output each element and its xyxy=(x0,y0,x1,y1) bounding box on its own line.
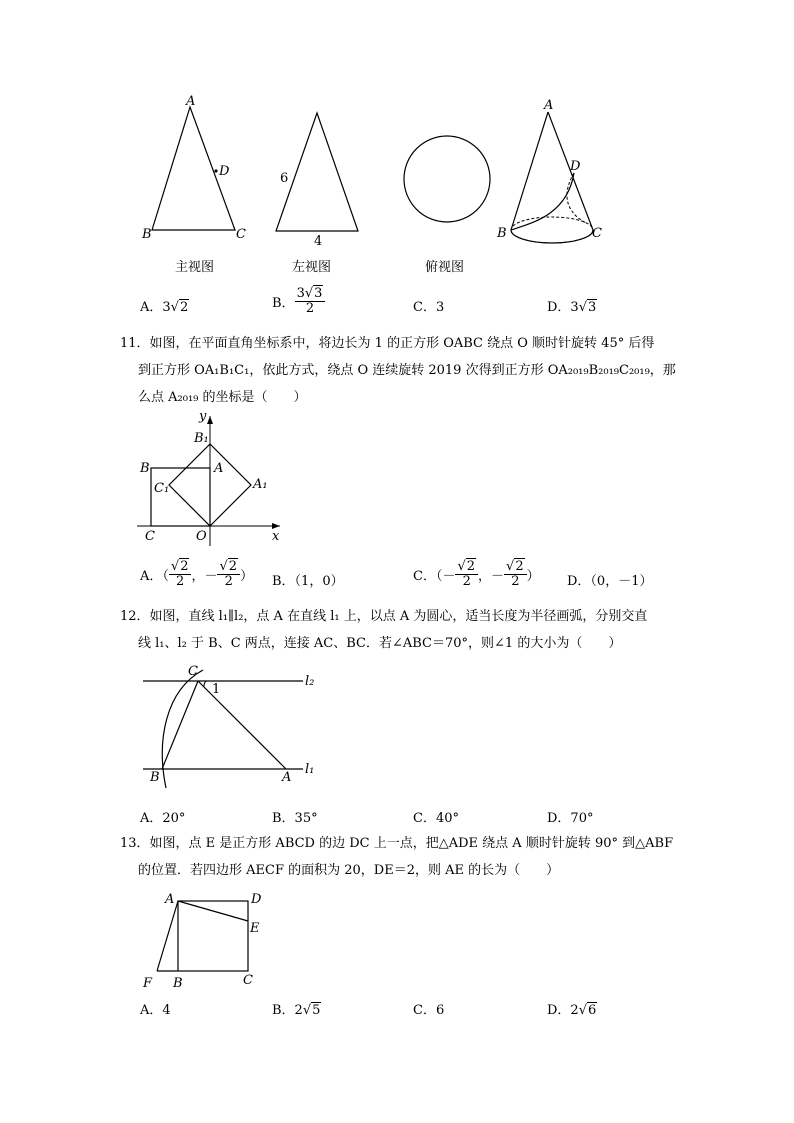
q13-option-b[interactable]: B．2√5 xyxy=(272,1003,321,1018)
label-c: C xyxy=(592,226,602,241)
cone-path-dashed xyxy=(567,173,586,223)
q10-option-d[interactable]: D．3√3 xyxy=(547,300,597,315)
q11-option-d[interactable]: D．（0，－1） xyxy=(567,574,653,589)
segment-af xyxy=(157,901,178,971)
q11-coordinate-figure xyxy=(132,408,292,548)
arc xyxy=(162,670,203,788)
label-b: B xyxy=(142,227,152,242)
q11-stem-line1: 11．如图，在平面直角坐标系中，将边长为 1 的正方形 OABC 绕点 O 顺时针旋转 45° 后得 xyxy=(120,336,655,351)
label-a: A xyxy=(214,461,224,476)
q13-figure xyxy=(138,888,278,993)
q13-stem-line2: 的位置．若四边形 AECF 的面积为 20，DE＝2，则 AE 的长为（ ） xyxy=(138,863,560,878)
front-view-figure xyxy=(130,95,260,245)
q12-option-a[interactable]: A．20° xyxy=(140,811,186,826)
q11-stem-line3: 么点 A₂₀₁₉ 的坐标是（ ） xyxy=(138,390,307,405)
label-a: A xyxy=(186,94,196,109)
label-b: B xyxy=(173,976,183,991)
q13-option-a[interactable]: A．4 xyxy=(140,1003,171,1018)
label-c: C xyxy=(188,664,198,679)
q12-option-b[interactable]: B．35° xyxy=(272,811,318,826)
label-a1: A₁ xyxy=(253,477,268,492)
label-l2: l₂ xyxy=(305,674,315,689)
label-angle-1: 1 xyxy=(212,682,221,697)
segment-bc xyxy=(162,681,198,769)
caption-side-view: 左视图 xyxy=(292,260,332,275)
q10-option-b[interactable]: B． $\frac{3√3}{2}$ xyxy=(272,287,325,316)
top-view-circle xyxy=(404,136,490,222)
label-l1: l₁ xyxy=(305,762,315,777)
label-a: A xyxy=(165,892,175,907)
label-e: E xyxy=(250,921,260,936)
q10-option-c[interactable]: C．3 xyxy=(413,300,445,315)
q11-option-a[interactable]: A．（ $\frac{√2}{2}$ ，－ $\frac{√2}{2}$ ） xyxy=(140,559,254,589)
label-a: A xyxy=(282,770,292,785)
q13-stem-line1: 13．如图，点 E 是正方形 ABCD 的边 DC 上一点，把△ADE 绕点 A 顺时针旋转 90° 到△ABF xyxy=(120,836,674,851)
caption-top-view: 俯视图 xyxy=(425,260,465,275)
segment-ae xyxy=(178,901,248,921)
q11-option-b[interactable]: B．（1，0） xyxy=(272,574,344,589)
q12-stem-line2: 线 l₁、l₂ 于 B、C 两点，连接 AC、BC．若∠ABC＝70°，则∠1 的大小为（ ） xyxy=(138,636,622,651)
caption-front-view: 主视图 xyxy=(175,260,215,275)
label-b: B xyxy=(497,226,507,241)
label-d: D xyxy=(219,164,230,179)
label-y: y xyxy=(199,409,207,424)
q12-stem-line1: 12．如图，直线 l₁∥l₂，点 A 在直线 l₁ 上，以点 A 为圆心，适当长度为半径画弧，分别交直 xyxy=(120,609,648,624)
q13-option-c[interactable]: C．6 xyxy=(413,1003,445,1018)
point-d xyxy=(214,169,217,172)
label-b: B xyxy=(140,461,150,476)
side-view-figure xyxy=(270,105,370,250)
q10-option-a[interactable]: A．3√2 xyxy=(140,300,189,315)
label-d: D xyxy=(251,892,262,907)
label-c: C xyxy=(236,227,246,242)
q12-option-d[interactable]: D．70° xyxy=(547,811,594,826)
label-a: A xyxy=(544,98,554,113)
cone-figure xyxy=(492,95,617,255)
label-b1: B₁ xyxy=(194,431,209,446)
side-view-triangle xyxy=(276,113,358,231)
cone-edge-left xyxy=(511,112,548,230)
angle-1-arc xyxy=(204,681,206,687)
label-six: 6 xyxy=(280,171,289,186)
label-c: C xyxy=(145,529,155,544)
label-x: x xyxy=(272,529,280,544)
label-f: F xyxy=(143,976,153,991)
label-four: 4 xyxy=(314,234,323,249)
label-d: D xyxy=(570,159,581,174)
y-arrow xyxy=(207,416,213,424)
label-c1: C₁ xyxy=(154,481,170,496)
q11-stem-line2: 到正方形 OA₁B₁C₁，依此方式，绕点 O 连续旋转 2019 次得到正方形 OA₂₀₁₉B₂₀₁₉C₂₀₁₉，那 xyxy=(138,363,676,378)
q12-option-c[interactable]: C．40° xyxy=(413,811,459,826)
label-b: B xyxy=(150,770,160,785)
label-c: C xyxy=(243,973,253,988)
cone-base-front xyxy=(511,230,593,243)
q12-figure xyxy=(138,660,328,800)
top-view-figure xyxy=(400,133,495,228)
label-o: O xyxy=(196,529,207,544)
q13-option-d[interactable]: D．2√6 xyxy=(547,1003,597,1018)
q11-option-c[interactable]: C．（－ $\frac{√2}{2}$ ，－ $\frac{√2}{2}$ ） xyxy=(413,559,540,589)
